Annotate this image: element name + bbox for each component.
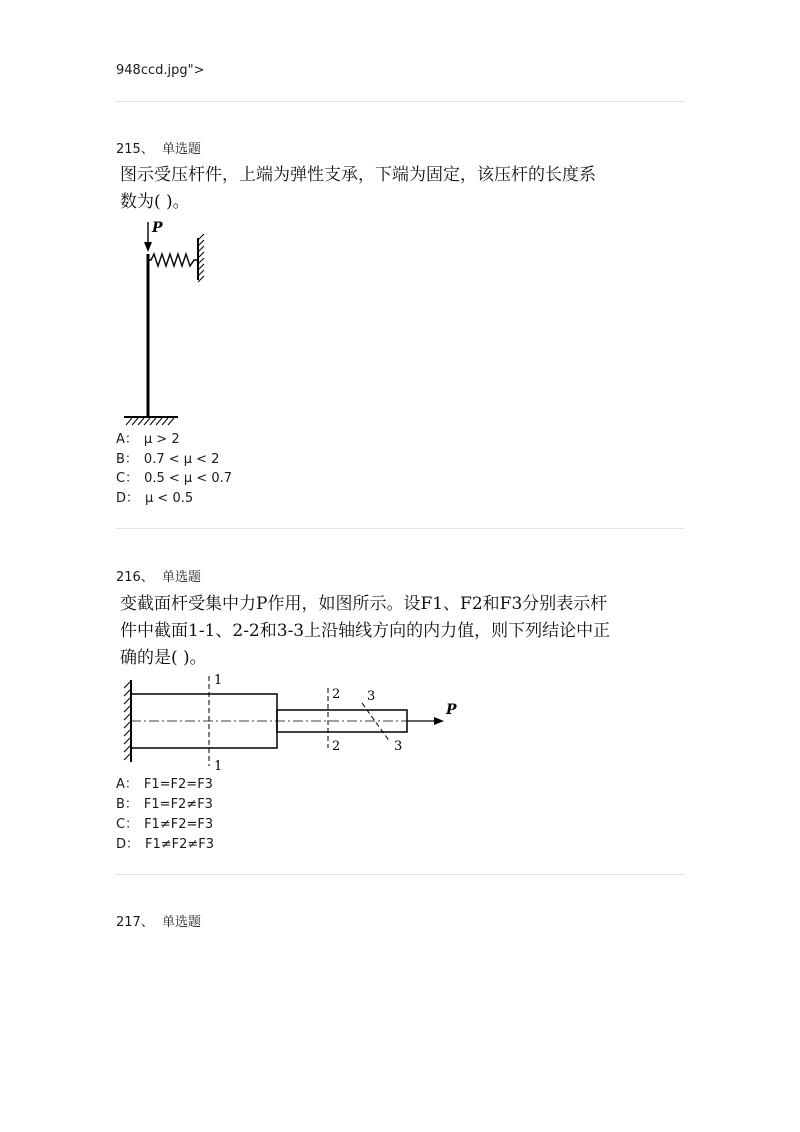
wall-hatch [124,681,131,760]
load-arrowhead [144,242,152,252]
option-label: B： [116,452,138,467]
option-label: D： [116,837,140,852]
question-215-header [116,138,201,157]
question-number: 217、 [116,915,154,930]
question-type: 单选题 [161,142,201,157]
question-type: 单选题 [161,570,201,585]
option-b[interactable] [116,450,219,470]
option-d[interactable] [116,489,193,509]
question-215-text [120,162,690,216]
option-text: μ < 0.5 [145,491,194,506]
section-3-line [362,703,390,742]
question-216-header [116,566,201,585]
spring [148,254,198,266]
figure-column-elastic-support [118,218,218,430]
option-label: B： [116,797,138,812]
option-text: F1≠F2=F3 [144,817,214,832]
section-3-bottom-label: 3 [394,739,403,754]
section-1-top-label: 1 [214,673,223,688]
load-label: P [446,702,457,718]
option-label: C： [116,817,139,832]
section-1-bottom-label: 1 [214,759,223,774]
option-text: 0.7 < μ < 2 [143,452,220,467]
question-type: 单选题 [161,915,201,930]
question-217-header [116,911,201,930]
divider [116,101,684,102]
load-label: P [152,220,163,236]
option-a[interactable] [116,430,180,450]
option-b[interactable] [116,795,213,815]
option-label: C： [116,471,139,486]
section-2-top-label: 2 [332,687,341,702]
image-fragment-text: 948ccd.jpg"> [116,63,205,78]
question-text-line: 变截面杆受集中力P作用，如图所示。设F1、F2和F3分别表示杆 [120,594,608,614]
divider [116,874,684,875]
divider [116,528,684,529]
question-216-text [120,591,690,672]
option-label: D： [116,491,140,506]
question-number: 215、 [116,142,154,157]
load-arrowhead [434,717,444,725]
section-2-bottom-label: 2 [332,739,341,754]
option-a[interactable] [116,775,213,795]
figure-stepped-bar [118,670,468,774]
option-c[interactable] [116,815,213,835]
option-text: 0.5 < μ < 0.7 [144,471,233,486]
question-text-line: 数为( )。 [120,192,190,212]
option-text: F1=F2≠F3 [143,797,213,812]
option-text: μ > 2 [143,432,180,447]
option-text: F1≠F2≠F3 [145,837,215,852]
question-number: 216、 [116,570,154,585]
question-text-line: 确的是( )。 [120,648,207,668]
option-d[interactable] [116,835,214,855]
question-text-line: 图示受压杆件，上端为弹性支承，下端为固定，该压杆的长度系 [120,165,596,185]
option-label: A： [116,432,138,447]
option-text: F1=F2=F3 [143,777,213,792]
ground-hatch [126,418,174,425]
section-3-top-label: 3 [367,689,376,704]
option-c[interactable] [116,469,232,489]
question-text-line: 件中截面1-1、2-2和3-3上沿轴线方向的内力值，则下列结论中正 [120,621,611,641]
option-label: A： [116,777,138,792]
